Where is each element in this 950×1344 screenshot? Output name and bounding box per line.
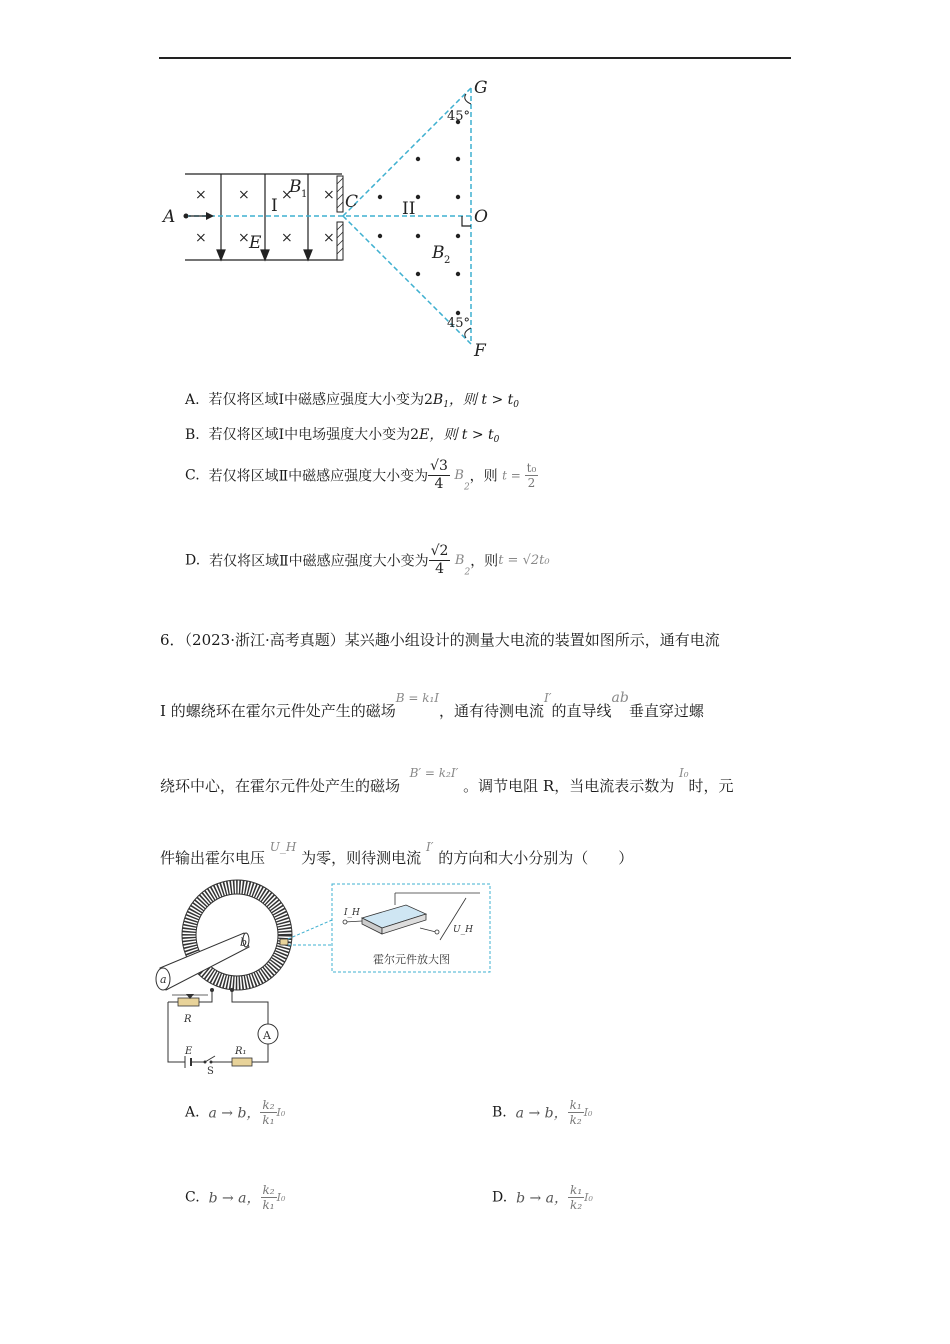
formula: B = k₁I <box>395 691 440 705</box>
svg-text:2: 2 <box>444 255 451 266</box>
svg-text:E: E <box>249 233 262 253</box>
sub: 1 <box>443 400 449 410</box>
formula: B′ = k₂I′ <box>409 766 459 780</box>
svg-text:U_H: U_H <box>453 925 473 935</box>
formula: t = √2t₀ <box>498 553 550 568</box>
direction: a → b， <box>515 1105 568 1122</box>
option-letter: C. <box>185 467 200 484</box>
q5-option-b[interactable] <box>185 424 499 445</box>
text: 的直导线 <box>551 702 612 720</box>
text: 垂直穿过螺 <box>628 702 704 720</box>
svg-text:R: R <box>184 1014 192 1025</box>
q6-line-2 <box>160 690 704 721</box>
svg-text:×: × <box>323 187 335 203</box>
q6-line-3 <box>160 766 734 796</box>
i0: I₀ <box>276 1191 286 1204</box>
svg-text:II: II <box>402 199 416 219</box>
sub: 0 <box>513 400 520 410</box>
fraction: $\frac{√3}{4}$ <box>430 458 448 492</box>
sub: 0 <box>493 435 500 445</box>
svg-text:A: A <box>163 207 176 227</box>
text: I 的螺绕环在霍尔元件处产生的磁场 <box>160 702 396 720</box>
option-letter: A. <box>185 392 200 408</box>
svg-text:×: × <box>195 187 207 203</box>
svg-text:×: × <box>323 230 335 246</box>
i0: I₀ <box>584 1191 593 1204</box>
sub: 2 <box>463 482 470 493</box>
fraction: $\frac{\text{k₁}}{\text{k₂}}$ <box>569 1098 582 1127</box>
var-b: B <box>432 392 444 408</box>
formula: I′ <box>425 840 434 854</box>
svg-text:R₁: R₁ <box>235 1046 247 1057</box>
formula: ab <box>611 690 629 706</box>
formula: I₀ <box>678 766 689 780</box>
text: 时，元 <box>688 777 734 795</box>
i0: I₀ <box>276 1106 286 1119</box>
svg-text:×: × <box>238 230 250 246</box>
svg-text:F: F <box>474 341 486 361</box>
figure-magnetic-field <box>160 70 520 370</box>
svg-text:1: 1 <box>301 189 308 200</box>
formula: U_H <box>269 840 297 854</box>
svg-text:G: G <box>474 78 488 98</box>
option-letter: D. <box>492 1189 508 1206</box>
q5-option-a[interactable] <box>185 389 519 410</box>
i0: I₀ <box>583 1106 593 1119</box>
svg-text:45°: 45° <box>447 109 471 124</box>
option-tail: ，则 t > t <box>429 427 494 443</box>
svg-text:I: I <box>271 196 278 216</box>
svg-text:霍尔元件放大图: 霍尔元件放大图 <box>373 953 450 966</box>
option-text: 若仅将区域Ⅰ中电场强度大小变为2 <box>208 427 420 443</box>
q5-option-c[interactable] <box>185 458 538 493</box>
fraction: $\frac{\text{k₂}}{\text{k₁}}$ <box>262 1183 275 1212</box>
direction: b → a， <box>208 1190 261 1207</box>
svg-text:S: S <box>207 1066 214 1077</box>
direction: a → b， <box>208 1105 261 1122</box>
svg-text:45°: 45° <box>447 316 471 331</box>
option-letter: B. <box>492 1104 507 1121</box>
q6-option-d[interactable] <box>492 1183 593 1212</box>
option-text: 若仅将区域Ⅱ中磁感应强度大小变为 <box>209 553 429 570</box>
fraction: $\frac{√2}{4}$ <box>430 543 449 577</box>
text: 绕环中心，在霍尔元件处产生的磁场 <box>160 777 401 795</box>
svg-text:×: × <box>195 230 207 246</box>
option-tail: ，则 t > t <box>448 392 514 408</box>
text: 为零，则待测电流 <box>301 849 422 867</box>
then-text: ，则 <box>469 468 498 485</box>
formula: I′ <box>544 691 552 705</box>
option-letter: D. <box>185 552 201 569</box>
option-letter: A. <box>185 1104 200 1121</box>
svg-text:b: b <box>240 936 248 949</box>
option-text: 若仅将区域Ⅰ中磁感应强度大小变为2 <box>208 392 433 408</box>
svg-text:A: A <box>263 1029 271 1042</box>
option-letter: B. <box>185 427 200 443</box>
option-text: 若仅将区域Ⅱ中磁感应强度大小变为 <box>208 468 429 485</box>
fraction: $\frac{\text{k₁}}{\text{k₂}}$ <box>570 1183 583 1212</box>
q6-line-1: 6．（2023·浙江·高考真题）某兴趣小组设计的测量大电流的装置如图所示，通有电流 <box>160 631 720 649</box>
var-b2: B <box>454 468 464 483</box>
text: ，通有待测电流 <box>439 702 545 720</box>
figure-hall-apparatus <box>150 878 500 1078</box>
q6-option-c[interactable] <box>185 1183 285 1212</box>
text: 。调节电阻 R，当电流表示数为 <box>463 777 675 795</box>
svg-text:C: C <box>345 192 359 212</box>
svg-text:a: a <box>160 973 167 986</box>
formula: t = <box>502 468 525 483</box>
then-text: ，则 <box>470 553 499 570</box>
q6-line-4 <box>160 840 633 868</box>
top-rule <box>159 57 791 59</box>
q6-option-b[interactable] <box>492 1098 592 1127</box>
text: 件输出霍尔电压 <box>160 849 266 867</box>
q6-option-a[interactable] <box>185 1098 285 1127</box>
direction: b → a， <box>516 1190 569 1207</box>
svg-text:×: × <box>238 187 250 203</box>
svg-text:I_H: I_H <box>344 908 360 918</box>
svg-text:E: E <box>185 1046 193 1057</box>
sub: 2 <box>464 567 471 578</box>
option-letter: C. <box>185 1189 200 1206</box>
q5-option-d[interactable] <box>185 543 550 578</box>
svg-text:O: O <box>474 207 488 227</box>
svg-text:×: × <box>281 187 293 203</box>
var-e: E <box>419 427 430 443</box>
var-b2: B <box>454 553 465 568</box>
text: 的方向和大小分别为（ ） <box>438 849 634 867</box>
svg-text:B: B <box>432 243 445 263</box>
svg-text:×: × <box>281 230 293 246</box>
svg-text:B: B <box>289 177 302 197</box>
fraction: $\frac{\text{t₀}}{2}$ <box>526 461 537 490</box>
fraction: $\frac{\text{k₂}}{\text{k₁}}$ <box>262 1098 275 1127</box>
